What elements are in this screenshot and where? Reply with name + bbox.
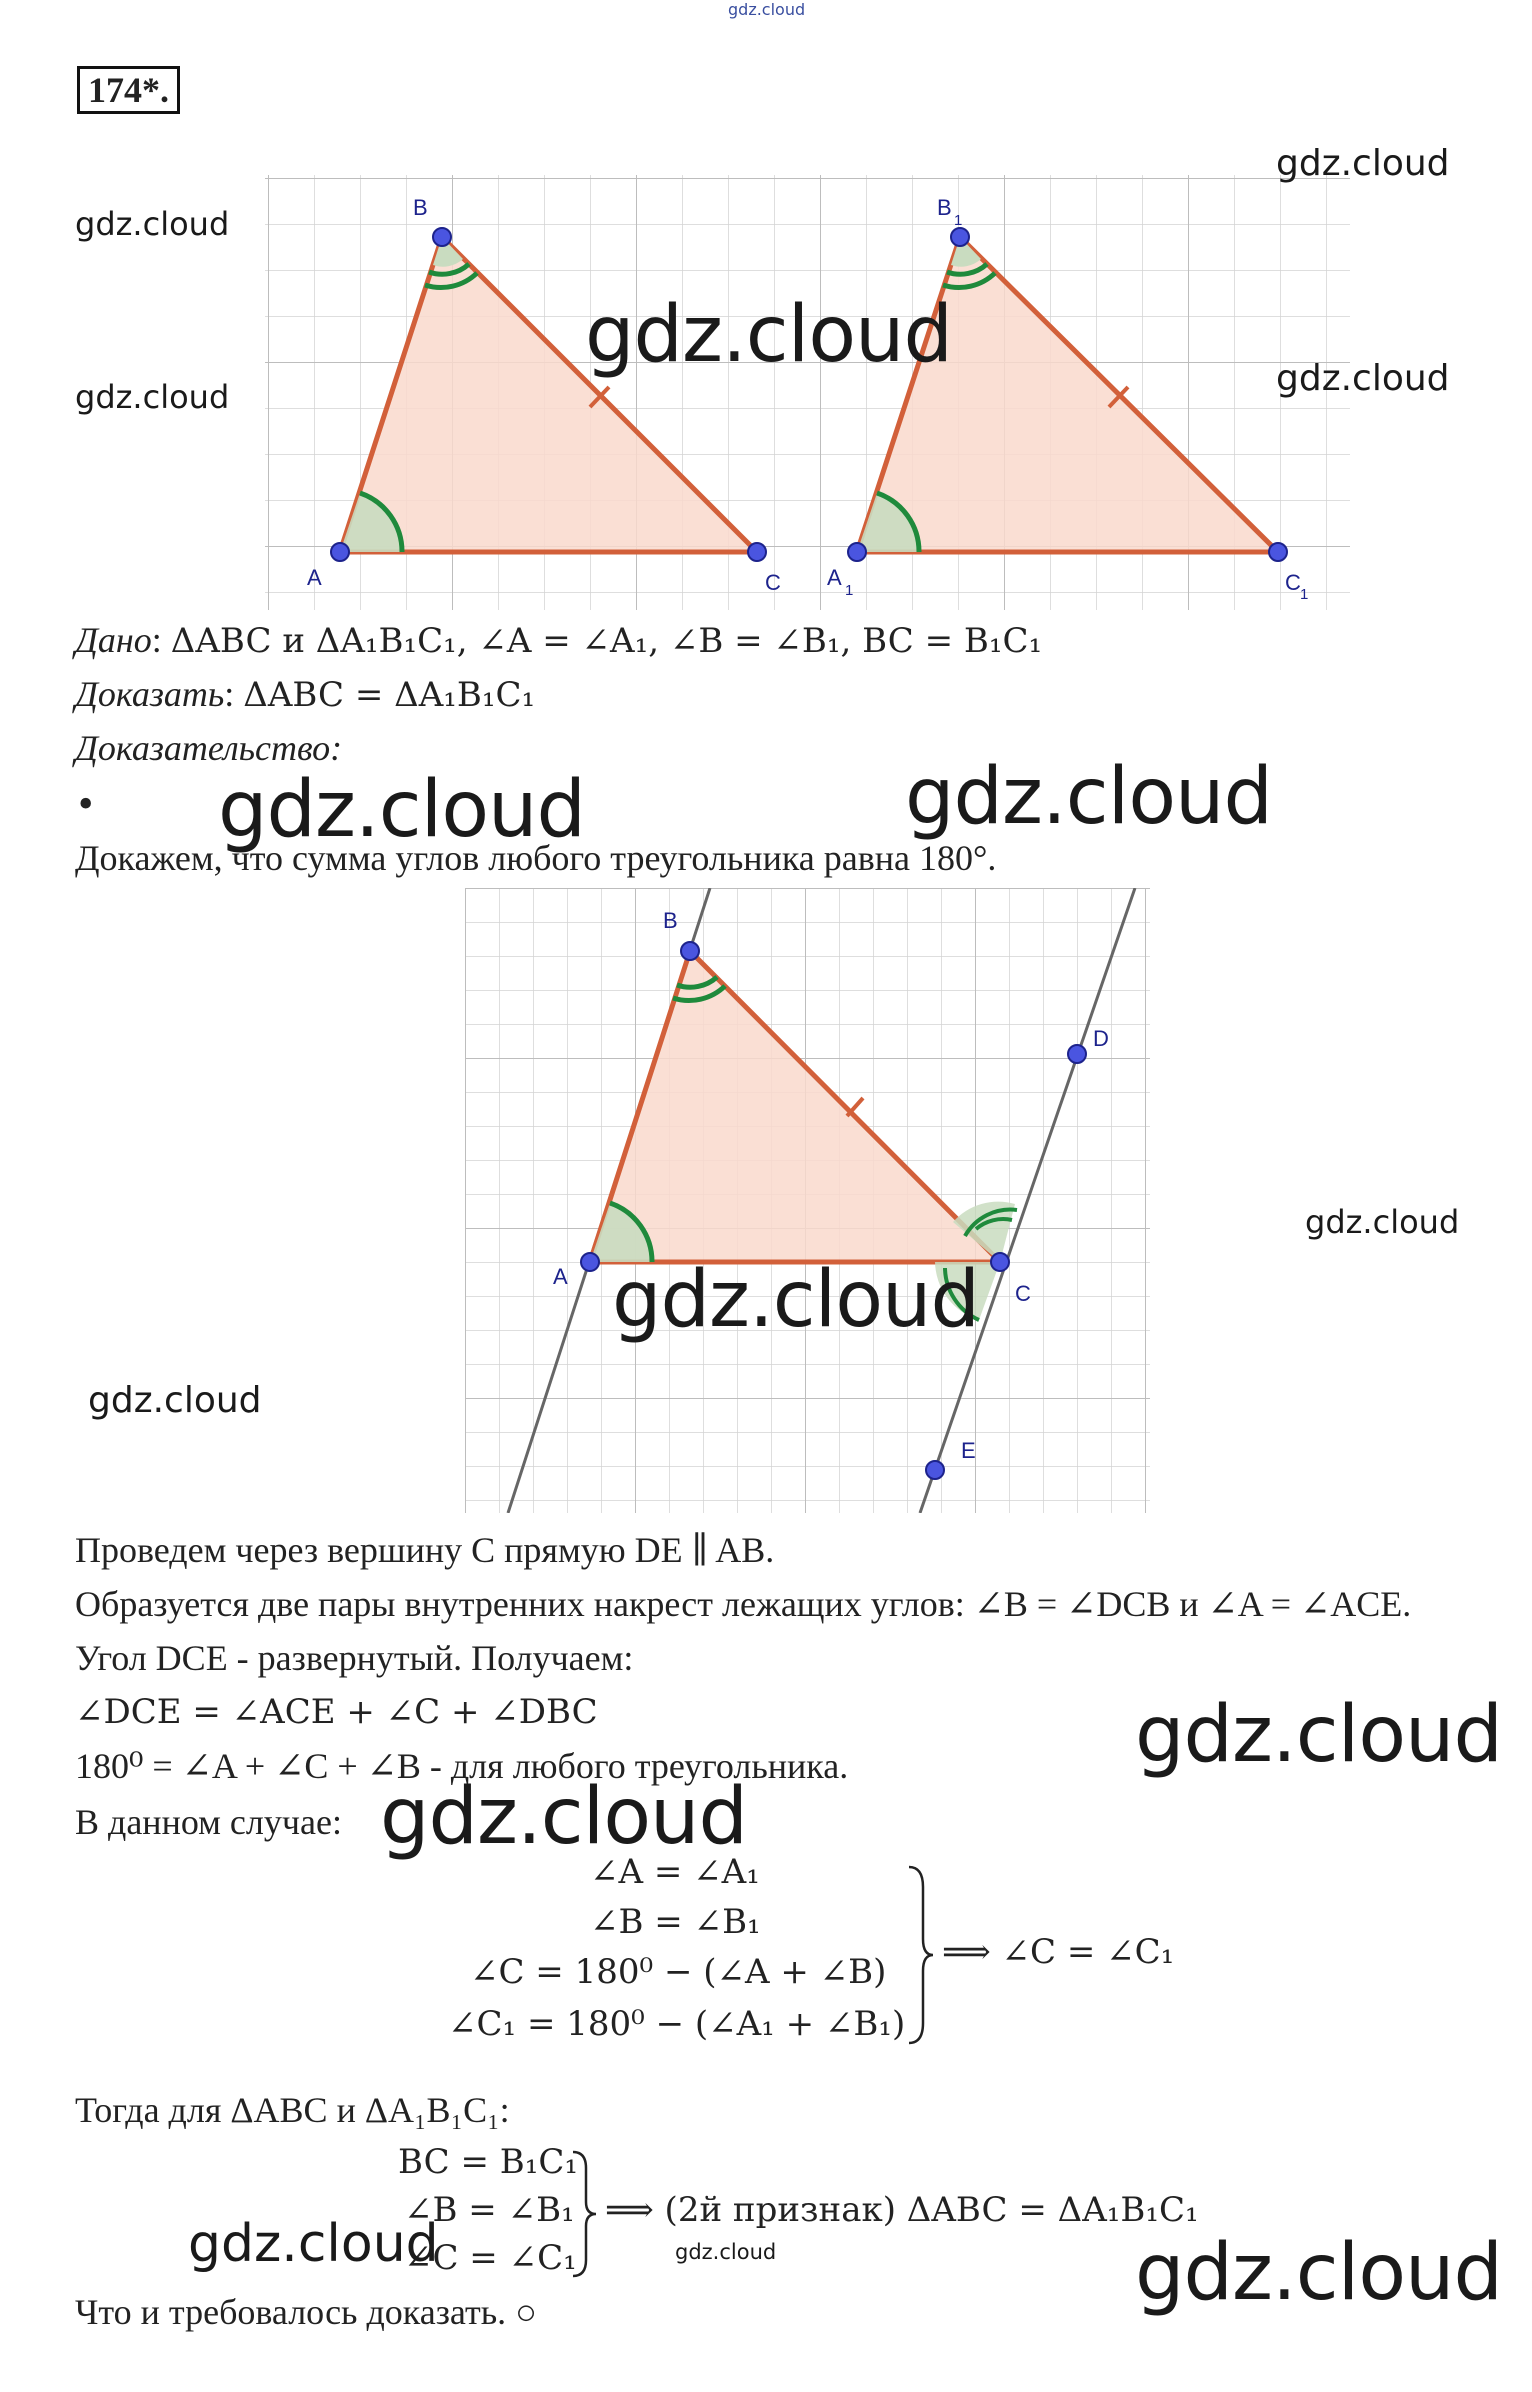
system1-line-4: ∠C₁ = 180⁰ − (∠A₁ + ∠B₁) xyxy=(448,2004,906,2044)
given-line: Дано: ΔABC и ΔA₁B₁C₁, ∠A = ∠A₁, ∠B = ∠B₁, BC = B₁C₁ xyxy=(75,620,1043,661)
watermark: gdz.cloud xyxy=(1135,2228,1502,2318)
system1-line-2: ∠B = ∠B₁ xyxy=(590,1902,761,1942)
conclusion: Что и требовалось доказать. ○ xyxy=(75,2292,537,2332)
label-b1: B xyxy=(937,195,952,220)
figure-angle-sum xyxy=(465,888,1150,1513)
label-b: B xyxy=(413,195,428,220)
system2-line-3: ∠C = ∠C₁ xyxy=(404,2238,577,2278)
system1-brace xyxy=(905,1865,935,2045)
label-c: C xyxy=(1015,1281,1031,1306)
watermark: gdz.cloud xyxy=(1276,143,1450,184)
watermark: gdz.cloud xyxy=(675,2240,777,2264)
task-number: 174*. xyxy=(77,66,180,114)
watermark: gdz.cloud xyxy=(1276,358,1450,399)
watermark: gdz.cloud xyxy=(88,1380,262,1421)
then-line: Тогда для ΔABC и ΔA₁B₁C₁: xyxy=(75,2090,510,2130)
step-5: 180⁰ = ∠A + ∠C + ∠B - для любого треугольника. xyxy=(75,1746,849,1786)
watermark: gdz.cloud xyxy=(188,2214,439,2274)
system2-brace xyxy=(570,2150,598,2280)
lemma-statement: Докажем, что сумма углов любого треугольника равна 180°. xyxy=(75,838,997,878)
watermark: gdz.cloud xyxy=(1135,1690,1502,1780)
system2-result: ⟹ (2й признак) ΔABC = ΔA₁B₁C₁ xyxy=(605,2190,1199,2230)
label-a1: A xyxy=(827,565,842,590)
label-a: A xyxy=(307,565,322,590)
watermark: gdz.cloud xyxy=(585,290,952,380)
watermark: gdz.cloud xyxy=(218,765,585,855)
label-c: C xyxy=(765,570,781,595)
figure-congruent-triangles xyxy=(265,175,1350,610)
label-a: A xyxy=(553,1264,568,1289)
system2-line-1: BC = B₁C₁ xyxy=(398,2142,578,2182)
watermark: gdz.cloud xyxy=(380,1772,747,1862)
label-e: E xyxy=(961,1438,976,1463)
watermark: gdz.cloud xyxy=(1305,1203,1460,1241)
step-6: В данном случае: xyxy=(75,1802,342,1842)
watermark: gdz.cloud xyxy=(75,205,230,243)
system1-line-1: ∠A = ∠A₁ xyxy=(590,1852,760,1892)
svg-text:1: 1 xyxy=(1300,586,1309,603)
prove-line: Доказать: ΔABC = ΔA₁B₁C₁ xyxy=(75,674,536,715)
step-1: Проведем через вершину C прямую DE ∥ AB. xyxy=(75,1530,775,1570)
label-c1: C xyxy=(1285,570,1301,595)
bullet: • xyxy=(78,779,94,828)
watermark: gdz.cloud xyxy=(905,752,1272,842)
step-2: Образуется две пары внутренних накрест лежащих углов: ∠B = ∠DCB и ∠A = ∠ACE. xyxy=(75,1584,1412,1624)
system2-line-2: ∠B = ∠B₁ xyxy=(404,2190,575,2230)
step-3: Угол DCE - развернутый. Получаем: xyxy=(75,1638,634,1678)
system1-result: ⟹ ∠C = ∠C₁ xyxy=(942,1932,1175,1972)
label-b: B xyxy=(663,908,678,933)
proof-label: Доказательство: xyxy=(75,728,343,768)
svg-text:1: 1 xyxy=(954,212,963,229)
svg-text:1: 1 xyxy=(845,582,854,599)
watermark: gdz.cloud xyxy=(612,1255,979,1345)
label-d: D xyxy=(1093,1026,1109,1051)
watermark-top: gdz.cloud xyxy=(728,0,806,19)
watermark: gdz.cloud xyxy=(75,378,230,416)
system1-line-3: ∠C = 180⁰ − (∠A + ∠B) xyxy=(470,1952,887,1992)
step-4: ∠DCE = ∠ACE + ∠C + ∠DBC xyxy=(75,1692,598,1732)
